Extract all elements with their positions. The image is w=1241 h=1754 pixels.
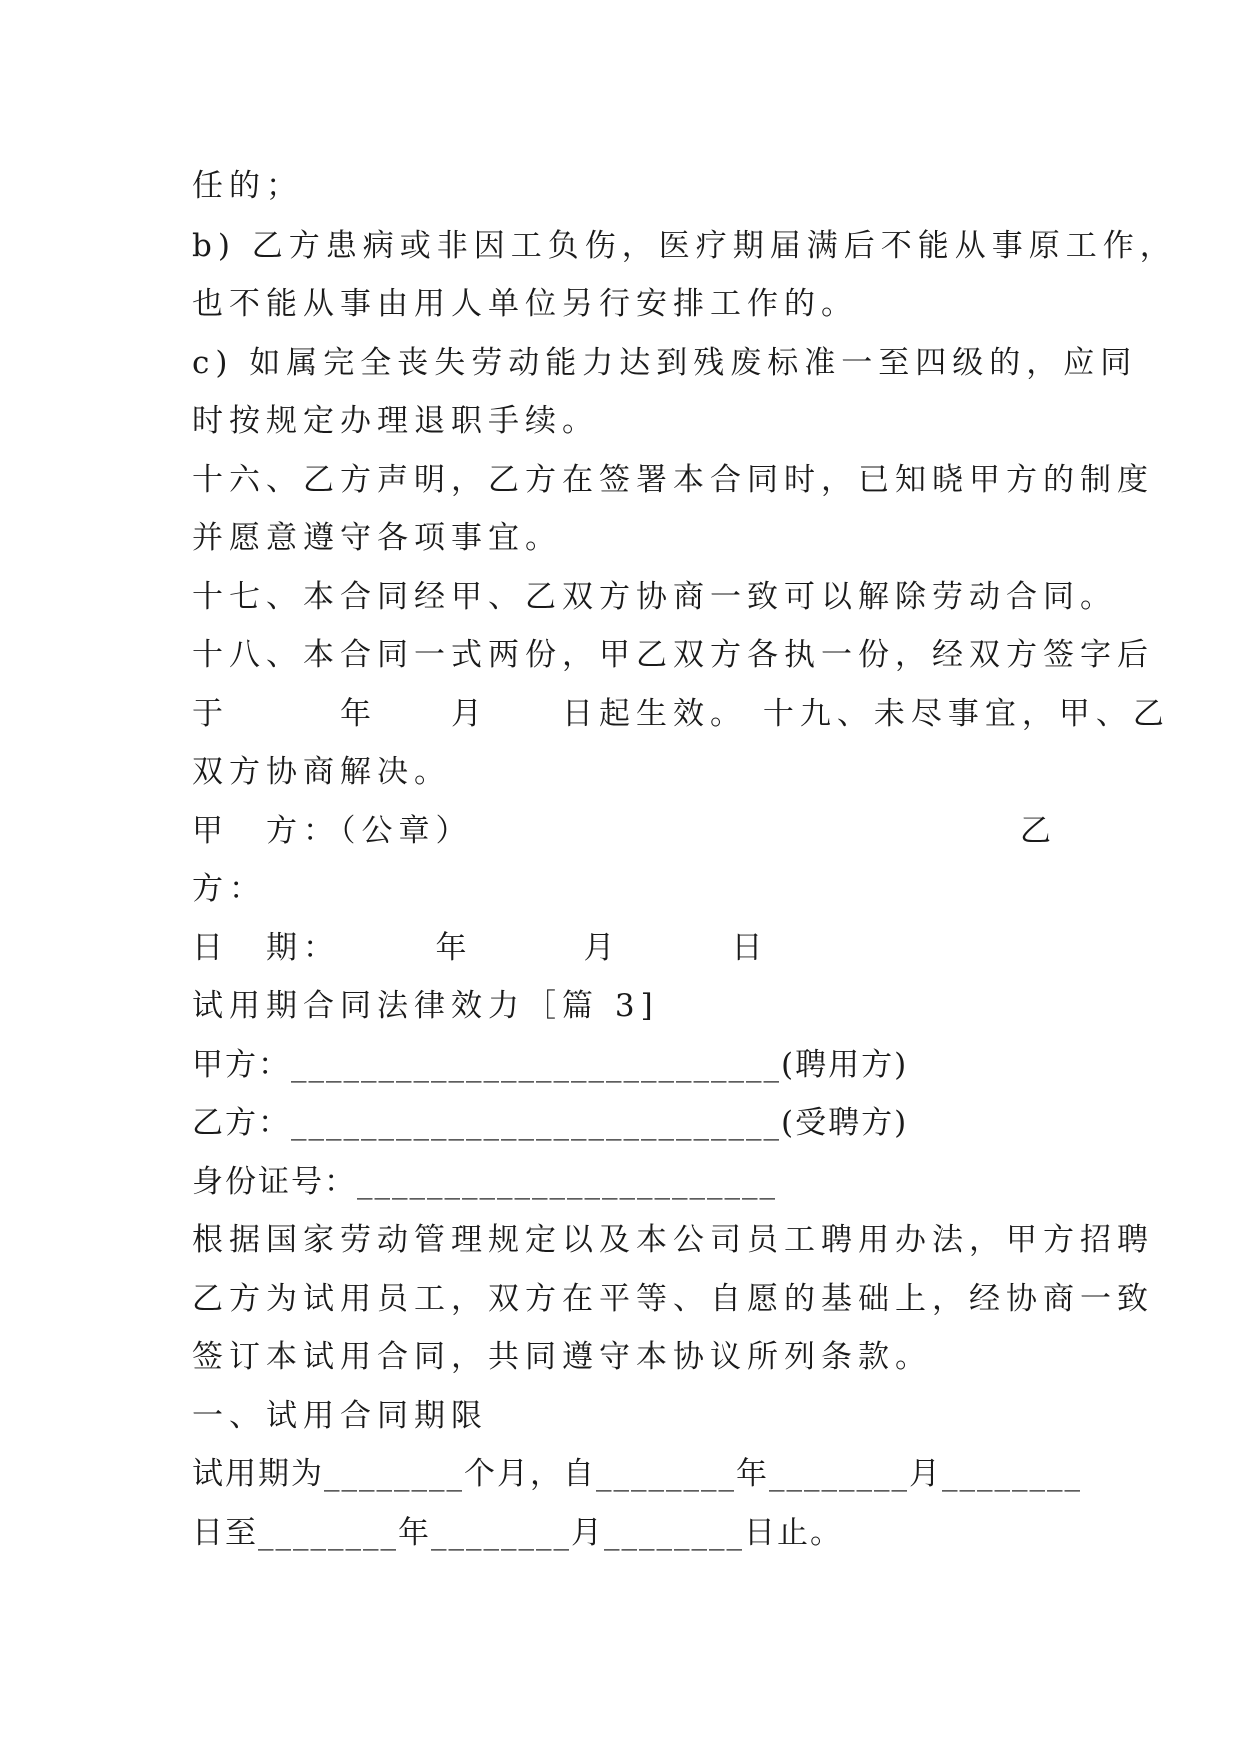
section-title: 试用期合同法律效力［篇 3] <box>192 988 659 1024</box>
text-line-6: 十六、乙方声明，乙方在签署本合同时，已知晓甲方的制度 <box>192 462 1154 498</box>
text-line-10: 于 年 月 日起生效。 十九、未尽事宜，甲、乙 <box>192 696 1170 732</box>
text-line-20: 乙方为试用员工，双方在平等、自愿的基础上，经协商一致 <box>192 1281 1154 1317</box>
party-a-seal-line: 甲 方：（公章） <box>192 813 473 849</box>
text-line-8: 十七、本合同经甲、乙双方协商一致可以解除劳动合同。 <box>192 579 1117 615</box>
party-b-label: 乙 <box>1020 813 1051 849</box>
text-line-5: 时按规定办理退职手续。 <box>192 403 599 439</box>
text-line-9: 十八、本合同一式两份，甲乙双方各执一份，经双方签字后 <box>192 637 1154 673</box>
trial-period-line-2: 日至________年________月________日止。 <box>192 1515 843 1551</box>
party-b-field: 乙方：____________________________(受聘方) <box>192 1105 909 1141</box>
id-number-field: 身份证号：________________________ <box>192 1164 777 1200</box>
text-line-3: 也不能从事由用人单位另行安排工作的。 <box>192 286 858 322</box>
text-line-7: 并愿意遵守各项事宜。 <box>192 520 562 556</box>
trial-period-line-1: 试用期为________个月，自________年________月________ <box>192 1456 1082 1492</box>
text-line-4: c) 如属完全丧失劳动能力达到残废标准一至四级的，应同 <box>192 345 1138 381</box>
text-line-2: b) 乙方患病或非因工负伤，医疗期届满后不能从事原工作， <box>192 228 1177 264</box>
text-line-21: 签订本试用合同，共同遵守本协议所列条款。 <box>192 1339 932 1375</box>
party-a-field: 甲方：____________________________(聘用方) <box>192 1047 909 1083</box>
text-line-13: 方： <box>192 871 266 907</box>
text-line-11: 双方协商解决。 <box>192 754 451 790</box>
clause-heading: 一、试用合同期限 <box>192 1398 488 1434</box>
text-line-19: 根据国家劳动管理规定以及本公司员工聘用办法，甲方招聘 <box>192 1222 1154 1258</box>
text-line-1: 任的； <box>192 168 303 204</box>
date-line: 日 期： 年 月 日 <box>192 930 769 966</box>
